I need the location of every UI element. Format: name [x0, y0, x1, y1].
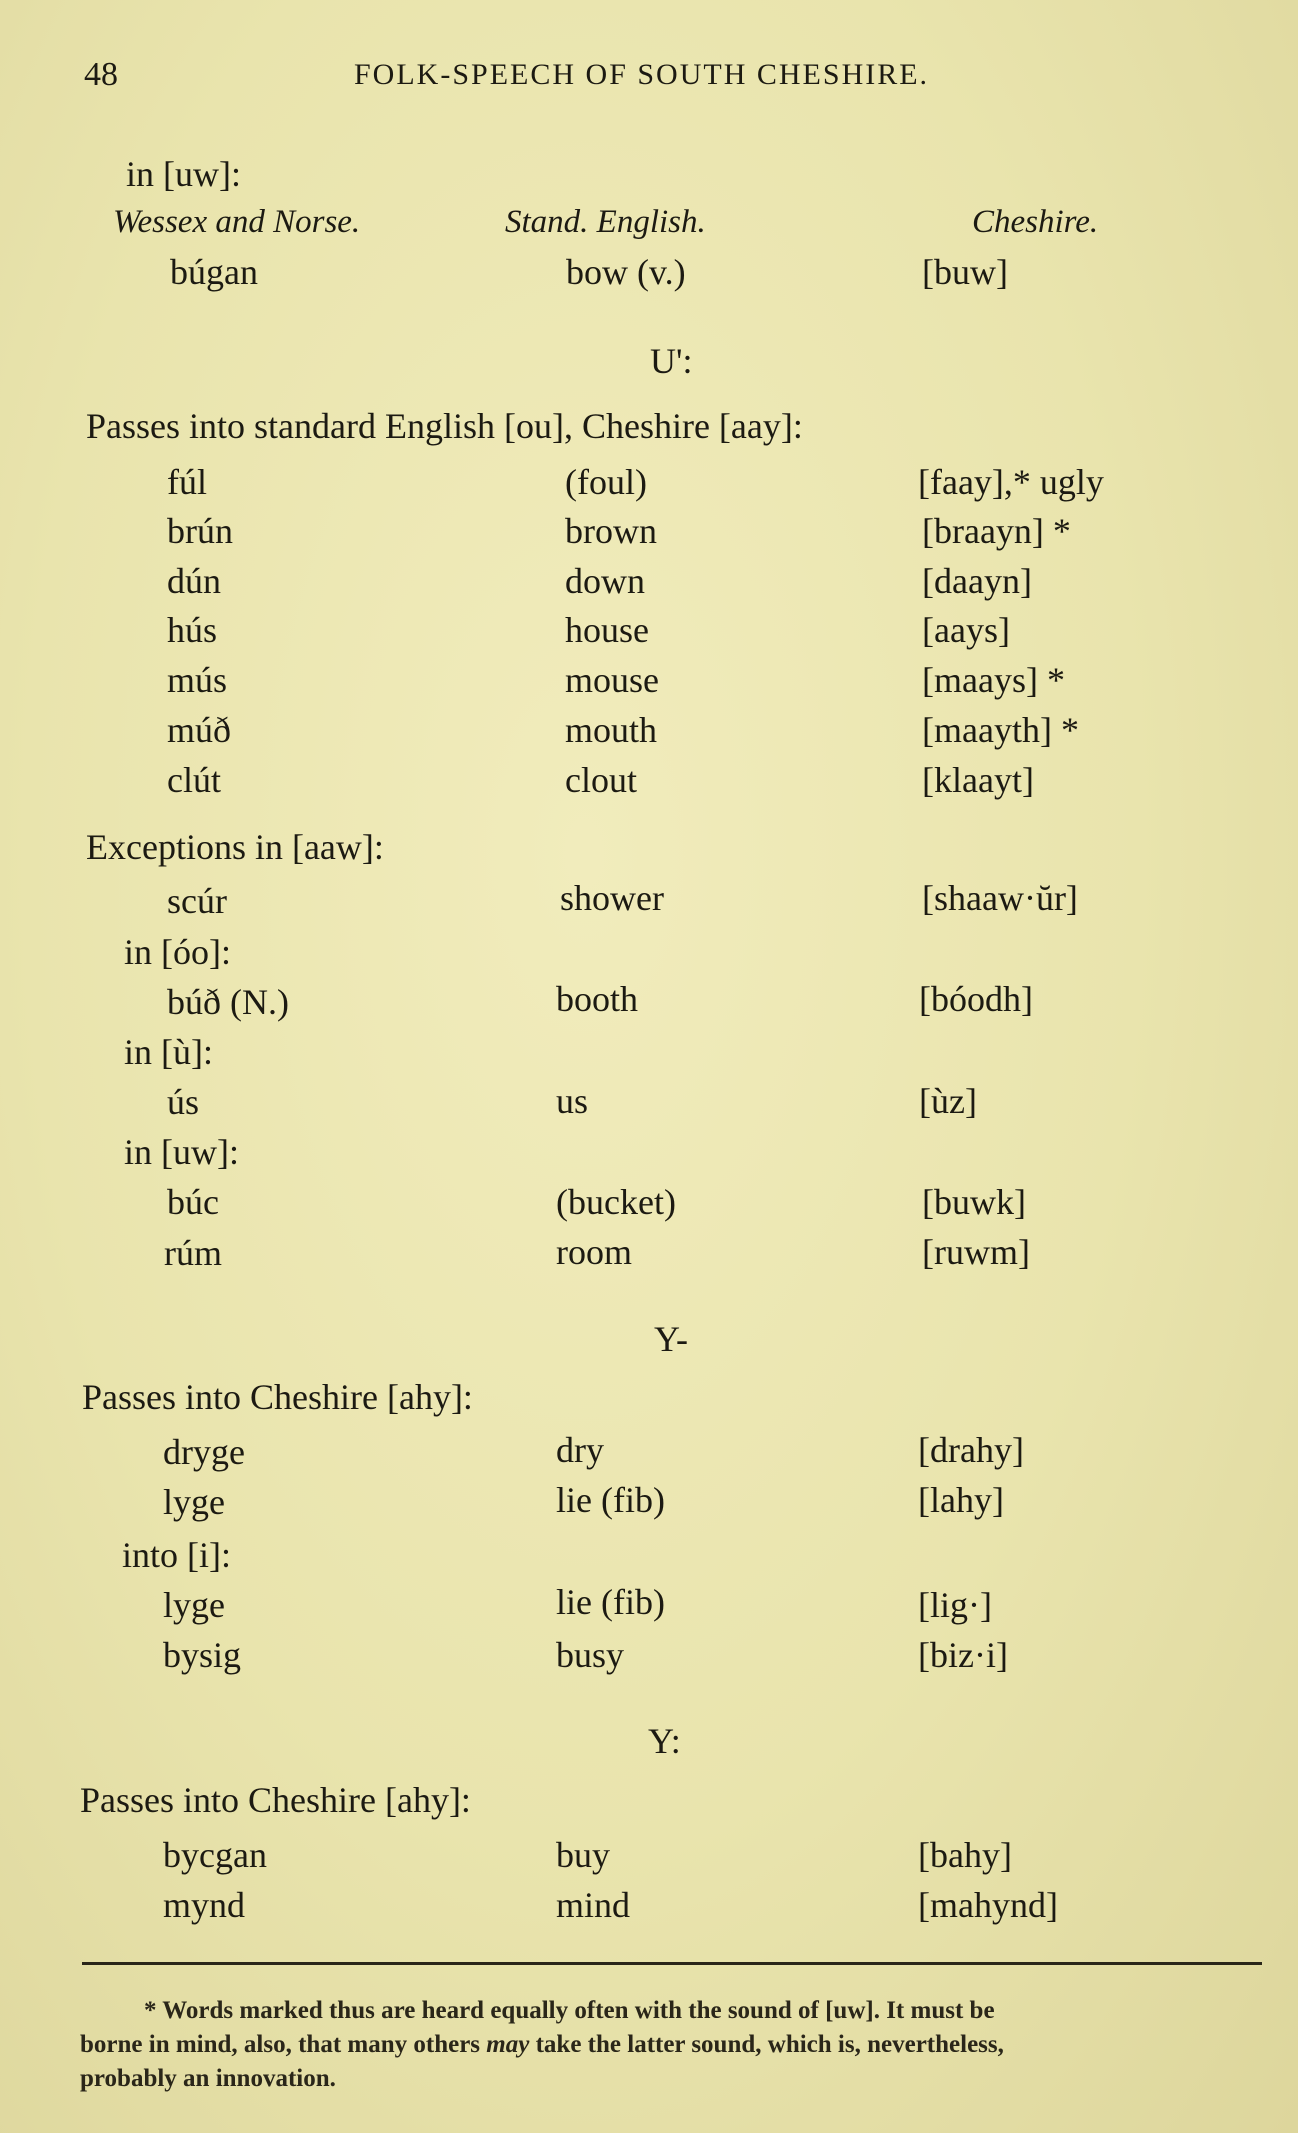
footnote-emphasis: may — [486, 2031, 530, 2058]
word-cheshire: [lahy] — [918, 1480, 1004, 1520]
word-old: dryge — [163, 1432, 245, 1472]
footnote-text: take the latter sound, which is, nevertheless, — [529, 2031, 1004, 2058]
word-cheshire: [braayn] * — [922, 511, 1071, 551]
word-standard: down — [565, 561, 645, 601]
word-old: hús — [167, 610, 218, 650]
word-standard: lie (fib) — [556, 1480, 665, 1520]
word-cheshire: [biz·i] — [918, 1635, 1008, 1675]
word-cheshire: [faay],* ugly — [918, 462, 1104, 502]
section-sublabel: into [i]: — [122, 1535, 231, 1575]
word-standard: shower — [560, 878, 664, 918]
footnote-line: probably an innovation. — [80, 2065, 336, 2092]
word-old: mynd — [163, 1885, 246, 1925]
word-old: ús — [167, 1082, 200, 1122]
footnote-text: borne in mind, also, that many others — [80, 2031, 487, 2058]
word-standard: bow (v.) — [566, 252, 686, 292]
word-cheshire: [ruwm] — [922, 1232, 1030, 1272]
word-old: múð — [167, 710, 232, 750]
word-old: lyge — [163, 1585, 225, 1625]
word-standard: mind — [556, 1885, 631, 1925]
column-header-standard: Stand. English. — [505, 204, 706, 240]
exceptions-sublabel: in [ù]: — [124, 1032, 213, 1072]
section-intro: Passes into Cheshire [ahy]: — [82, 1377, 473, 1417]
word-standard: room — [556, 1232, 632, 1272]
word-cheshire: [daayn] — [922, 561, 1032, 601]
section-intro: Passes into standard English [ou], Cheshire [aay]: — [86, 406, 803, 446]
word-old: scúr — [167, 881, 227, 921]
word-cheshire: [buwk] — [922, 1182, 1026, 1222]
word-standard: busy — [556, 1635, 625, 1675]
word-old: fúl — [167, 462, 207, 502]
word-cheshire: [bóodh] — [919, 979, 1033, 1019]
word-cheshire: [drahy] — [918, 1430, 1024, 1470]
word-old: búc — [167, 1182, 219, 1222]
word-cheshire: [buw] — [922, 252, 1008, 292]
exceptions-label: Exceptions in [aaw]: — [86, 827, 384, 867]
running-head: FOLK-SPEECH OF SOUTH CHESHIRE. — [354, 58, 930, 91]
word-standard: clout — [565, 760, 637, 800]
section-heading-y-long: Y: — [648, 1721, 681, 1761]
word-standard: brown — [565, 511, 657, 551]
section-intro: Passes into Cheshire [ahy]: — [80, 1780, 471, 1820]
word-old: búgan — [170, 252, 258, 292]
word-standard: us — [556, 1081, 589, 1121]
word-standard: (bucket) — [556, 1182, 676, 1222]
word-cheshire: [maayth] * — [922, 710, 1079, 750]
word-cheshire: [maays] * — [922, 660, 1065, 700]
word-standard: buy — [556, 1835, 610, 1875]
word-old: bysig — [163, 1635, 242, 1675]
footnote — [80, 1994, 1270, 2096]
section-heading-u-long: U': — [650, 341, 693, 381]
word-standard: mouth — [565, 710, 658, 750]
word-old: mús — [167, 660, 228, 700]
footnote-line — [80, 2028, 1270, 2062]
section-label: in [uw]: — [126, 154, 241, 194]
word-standard: house — [565, 610, 649, 650]
word-cheshire: [klaayt] — [922, 760, 1034, 800]
word-old: lyge — [163, 1482, 225, 1522]
word-old: clút — [167, 760, 221, 800]
word-standard: mouse — [565, 660, 659, 700]
page-number: 48 — [84, 56, 118, 93]
word-standard: (foul) — [565, 462, 647, 502]
word-standard: lie (fib) — [556, 1582, 665, 1622]
word-old: dún — [167, 561, 221, 601]
section-heading-y-short: Y- — [654, 1319, 688, 1359]
word-standard: dry — [556, 1430, 604, 1470]
word-cheshire: [shaaw·ŭr] — [922, 878, 1078, 918]
word-old: brún — [167, 511, 233, 551]
word-old: búð (N.) — [167, 982, 289, 1022]
page-header — [84, 56, 1234, 104]
footnote-divider — [82, 1962, 1262, 1965]
exceptions-sublabel: in [uw]: — [124, 1132, 239, 1172]
word-cheshire: [ùz] — [919, 1081, 977, 1121]
exceptions-sublabel: in [óo]: — [124, 932, 231, 972]
word-standard: booth — [556, 979, 639, 1019]
column-header-cheshire: Cheshire. — [972, 204, 1099, 240]
word-cheshire: [bahy] — [918, 1835, 1012, 1875]
column-header-wessex: Wessex and Norse. — [113, 204, 361, 240]
word-old: rúm — [164, 1233, 222, 1273]
word-old: bycgan — [163, 1835, 267, 1875]
word-cheshire: [lig·] — [918, 1585, 992, 1625]
word-cheshire: [aays] — [922, 610, 1010, 650]
footnote-line: * Words marked thus are heard equally often with the sound of [uw]. It must be — [144, 1997, 995, 2024]
word-cheshire: [mahynd] — [918, 1885, 1058, 1925]
